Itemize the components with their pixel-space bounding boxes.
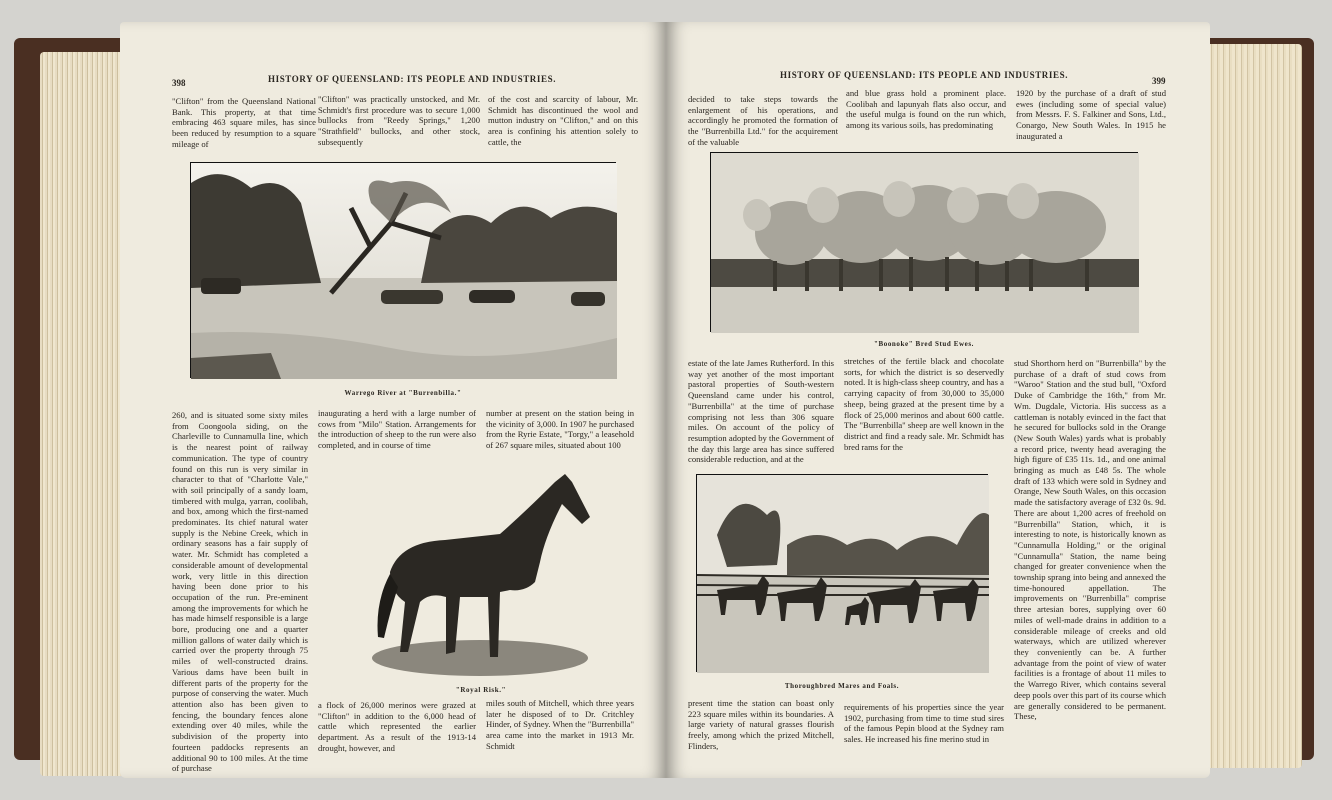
right-middle-column-1: estate of the late James Rutherford. In this way yet another of the most important pastoral properties of South-western Queensland came under his control, "Burrenbilla" at the time of purchase comprising not less than 306 square miles. On account of the policy of resumption adopted by the Government of the day this large area has since suffered considerable reduction, and at the xyxy=(688,358,834,465)
photo-caption-warrego-river: Warrego River at "Burrenbilla." xyxy=(344,389,462,397)
photo-stud-ewes xyxy=(710,152,1138,332)
horse-illustration xyxy=(350,462,612,676)
photo-warrego-river xyxy=(190,162,616,378)
photo-royal-risk xyxy=(350,462,612,676)
sheep-illustration xyxy=(711,153,1139,333)
left-top-column-2: "Clifton" was practically unstocked, and Mr. Schmidt's first procedure was to secure 1,000 bullocks from "Reedy Springs," 1,200 "Strathfield" bullocks, and other stock, subsequently xyxy=(318,94,480,147)
right-page-number: 399 xyxy=(1152,76,1166,86)
left-running-title: HISTORY OF QUEENSLAND: ITS PEOPLE AND INDUSTRIES. xyxy=(268,74,557,84)
photo-caption-royal-risk: "Royal Risk." xyxy=(455,686,507,694)
right-long-column: stud Shorthorn herd on "Burrenbilla" by the purchase of a draft of stud cows from "Waroo" Station and the stud bull, "Oxford Duke of Cambridge the 16th," from Mr. Wm. Dugdale, Victoria. His success as a cattleman is notably evinced in the fact that he secured for bullocks sold in the Orange (New South Wales) yards what is probably a record price, twenty head averaging the high figure of £35 11s. 1d., and one animal bringing as much as £48 5s. The whole draft of 133 which were sold in Sydney and Orange, New South Wales, on this occasion made the satisfactory average of £32 0s. 9d. There are about 1,200 acres of freehold on "Burrenbilla" Station, which, it is interesting to note, is historically known as "Cunnamulla Holding," or the original "Cunnamulla" Station, the name being changed for greater convenience when the township sprang into being and annexed the time-honoured appellation. The improvements on "Burrenbilla" comprise three artesian bores, supplying over 60 miles of well-made drains in addition to a considerable mileage of creeks and old waterways, which are utilized wherever they conveniently can be. A further advantage from the point of view of water facilities is a frontage of about 11 miles to the Warrego River, which contains several deep pools over this part of its course which are generally considered to be permanent. These, xyxy=(1014,358,1166,722)
right-top-column-1: decided to take steps towards the enlargement of his operations, and accordingly he promoted the formation of the "Burrenbilla Ltd." for the acquirement of the valuable xyxy=(688,94,838,147)
river-scene-illustration xyxy=(191,163,617,379)
page-edges-right xyxy=(1196,44,1302,768)
right-bottom-column-1: present time the station can boast only 223 square miles within its boundaries. A large variety of natural grasses flourish freely, among which the prized Mitchell, Flinders, xyxy=(688,698,834,751)
right-running-title: HISTORY OF QUEENSLAND: ITS PEOPLE AND INDUSTRIES. xyxy=(780,70,1069,80)
left-bottom-column-2: miles south of Mitchell, which three years later he disposed of to Dr. Critchley Hinder, of Sydney. When the "Burrenbilla" area came into the market in 1913 Mr. Schmidt xyxy=(486,698,634,751)
left-top-column-3: of the cost and scarcity of labour, Mr. Schmidt has discontinued the wool and mutton industry on "Clifton," and on this area is confining his attention solely to cattle, the xyxy=(488,94,638,147)
photo-mares-and-foals xyxy=(696,474,988,672)
right-top-column-2: and blue grass hold a prominent place. Coolibah and lapunyah flats also occur, and the useful mulga is found on the run which, among its various soils, has predominating xyxy=(846,88,1006,131)
left-page-number: 398 xyxy=(172,78,186,88)
left-bottom-column-1: a flock of 26,000 merinos were grazed at "Clifton" in addition to the 6,000 head of cattle which represented the earlier department. As a result of the 1913-14 drought, however, and xyxy=(318,700,476,753)
right-bottom-column-2: requirements of his properties since the year 1902, purchasing from time to time stud sires of the famous Pepin blood at the Sydney ram sales. He increased his fine merino stud in xyxy=(844,702,1004,745)
left-middle-column-1: inaugurating a herd with a large number of cows from "Milo" Station. Arrangements for the introduction of sheep to the run were also completed, and in course of time xyxy=(318,408,476,451)
right-middle-column-2: stretches of the fertile black and chocolate sorts, for which the district is so deservedly noted. It is high-class sheep country, and has a carrying capacity of from 30,000 to 35,000 sheep, being grazed at the present time by a flock of 25,000 merinos and about 600 cattle. The "Burrenbilla" sheep are well known in the district and find a ready sale. Mr. Schmidt has bred rams for the xyxy=(844,356,1004,452)
right-page xyxy=(666,22,1210,778)
photo-caption-mares-and-foals: Thoroughbred Mares and Foals. xyxy=(784,682,900,690)
left-long-column: 260, and is situated some sixty miles from Coongoola siding, on the Charleville to Cunnamulla line, which is the nearest point of railway communication. The type of country found on this run is very similar in character to that of "Charlotte Vale," with soil principally of a sandy loam, timbered with mulga, yarran, coolibah, and box, among which the first-named predominates. Its chief natural water supply is the Nebine Creek, which in ordinary seasons has a fair supply of water. Mr. Schmidt has completed a considerable amount of developmental work, very little in this direction having been done prior to his occupation of the run. Pre-eminent among the improvements for which he has made himself responsible is a large bore, producing one and a quarter million gallons of water daily which is carried over the property through 75 miles of well-constructed drains. Various dams have been built in different parts of the property for the purpose of conserving the water. Much attention also has been given to fencing, the boundary fences alone extending over 40 miles, while the subdivision of the property into fourteen paddocks represents an additional 90 to 100 miles. At the time of purchase xyxy=(172,410,308,774)
horses-paddock-illustration xyxy=(697,475,989,673)
photo-caption-stud-ewes: "Boonoke" Bred Stud Ewes. xyxy=(873,340,975,348)
left-top-column-1: "Clifton" from the Queensland National Bank. This property, at that time embracing 463 square miles, has since been reduced by resumption to a square mileage of xyxy=(172,96,316,149)
right-top-column-3: 1920 by the purchase of a draft of stud ewes (including some of special value) from Messrs. F. S. Falkiner and Sons, Ltd., Conargo, New South Wales. In 1915 he inaugurated a xyxy=(1016,88,1166,141)
left-middle-column-2: number at present on the station being in the vicinity of 3,000. In 1907 he purchased from the Ryrie Estate, "Torgy," a leasehold of 267 square miles, situated about 100 xyxy=(486,408,634,451)
left-page xyxy=(120,22,666,778)
